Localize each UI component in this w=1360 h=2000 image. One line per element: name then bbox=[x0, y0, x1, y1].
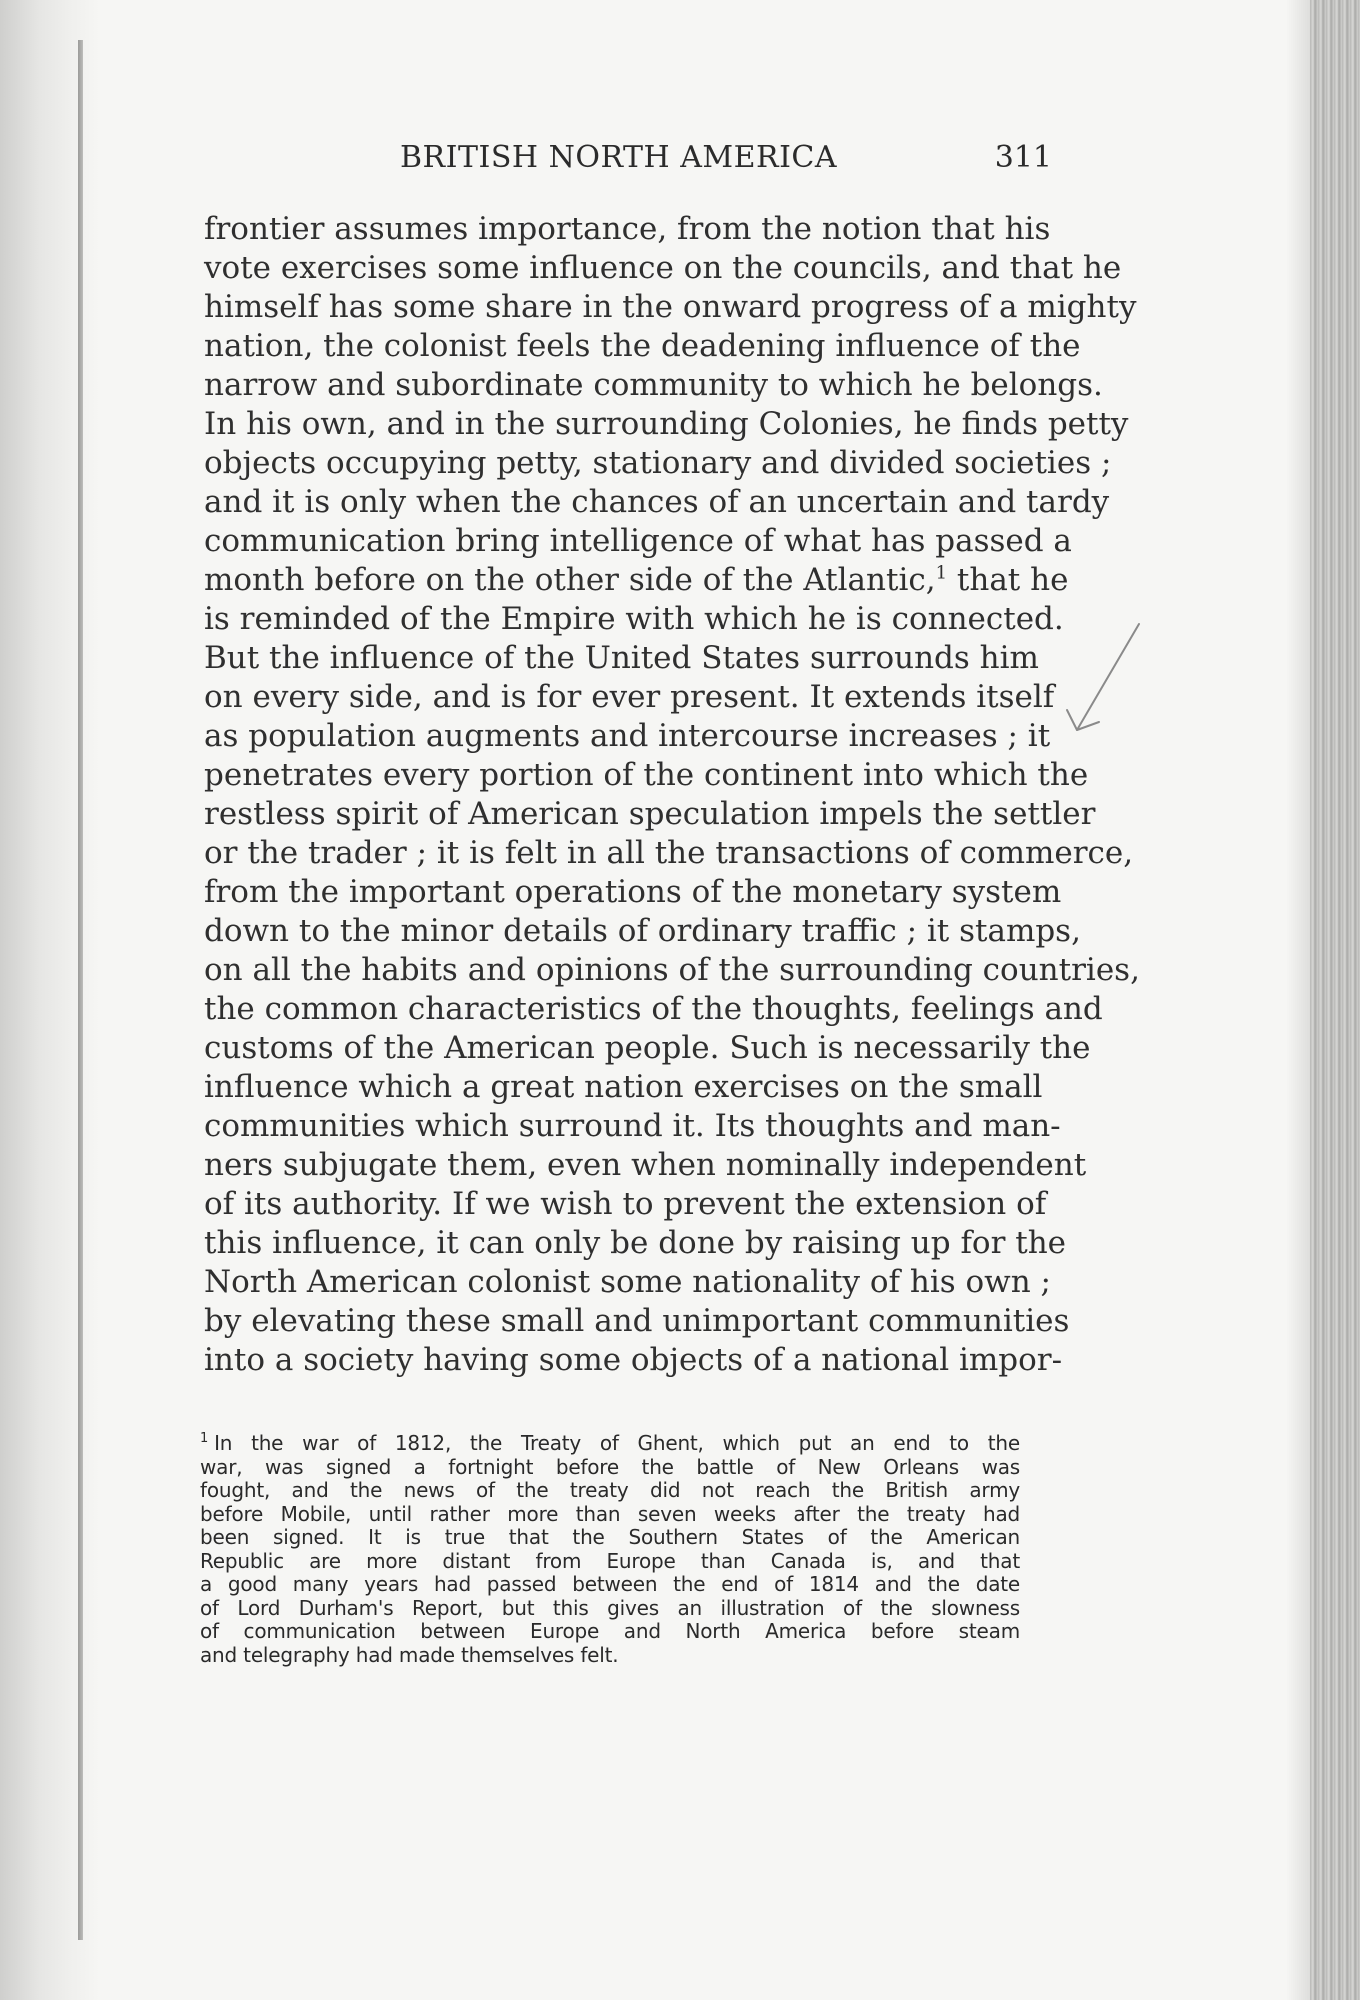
body-line: into a society having some objects of a national impor- bbox=[204, 1342, 1063, 1378]
footnote-marker: 1 bbox=[200, 1431, 209, 1447]
page-header bbox=[200, 140, 1052, 190]
footnote-line bbox=[200, 1432, 1020, 1456]
footnote-line: of communication between Europe and North America before steam bbox=[200, 1619, 1020, 1643]
body-line: ners subjugate them, even when nominally independent bbox=[204, 1147, 1087, 1183]
body-line: of its authority. If we wish to prevent the extension of bbox=[204, 1186, 1047, 1222]
footnote-ref[interactable]: 1 bbox=[935, 562, 948, 584]
footnote-line: Republic are more distant from Europe than Canada is, and that bbox=[200, 1548, 1020, 1573]
running-title: BRITISH NORTH AMERICA bbox=[400, 140, 838, 175]
footnote-line-text: In the war of 1812, the Treaty of Ghent, which put an end to the bbox=[214, 1431, 1020, 1455]
body-line: from the important operations of the monetary system bbox=[204, 874, 1062, 910]
footnote-line: before Mobile, until rather more than seven weeks after the treaty had bbox=[200, 1501, 1020, 1526]
body-line: restless spirit of American speculation impels the settler bbox=[204, 796, 1096, 832]
footnote-line: fought, and the news of the treaty did not reach the British army bbox=[200, 1478, 1020, 1502]
body-line: nation, the colonist feels the deadening influence of the bbox=[204, 328, 1081, 364]
body-line: and it is only when the chances of an uncertain and tardy bbox=[204, 484, 1110, 520]
body-line: or the trader ; it is felt in all the transactions of commerce, bbox=[204, 835, 1134, 871]
body-line: this influence, it can only be done by raising up for the bbox=[204, 1225, 1067, 1261]
body-line-with-footnote-ref bbox=[204, 561, 1069, 600]
body-line: But the influence of the United States surrounds him bbox=[204, 640, 1039, 676]
body-line: North American colonist some nationality of his own ; bbox=[204, 1264, 1051, 1300]
body-line: communication bring intelligence of what has passed a bbox=[204, 523, 1072, 559]
body-text bbox=[204, 210, 1140, 1380]
body-line: is reminded of the Empire with which he is connected. bbox=[204, 601, 1064, 637]
scan-left-shadow bbox=[0, 0, 100, 2000]
body-line: In his own, and in the surrounding Colonies, he finds petty bbox=[204, 406, 1129, 442]
footnote-line: been signed. It is true that the Southern States of the American bbox=[200, 1525, 1020, 1549]
scan-page-edges bbox=[1310, 0, 1360, 2000]
body-line: by elevating these small and unimportant communities bbox=[204, 1303, 1070, 1339]
body-line: customs of the American people. Such is necessarily the bbox=[204, 1030, 1091, 1066]
body-line: penetrates every portion of the continent into which the bbox=[204, 757, 1089, 793]
body-line: communities which surround it. Its thoughts and man- bbox=[204, 1108, 1061, 1144]
body-line: down to the minor details of ordinary traffic ; it stamps, bbox=[204, 913, 1081, 949]
body-line: on all the habits and opinions of the surrounding countries, bbox=[204, 952, 1140, 988]
body-line: on every side, and is for ever present. It extends itself bbox=[204, 679, 1055, 715]
body-line: narrow and subordinate community to which he belongs. bbox=[204, 367, 1103, 403]
footnote-line: and telegraphy had made themselves felt. bbox=[200, 1642, 619, 1667]
body-line: as population augments and intercourse increases ; it bbox=[204, 718, 1051, 754]
body-line: vote exercises some influence on the councils, and that he bbox=[204, 250, 1122, 286]
footnote bbox=[200, 1432, 1020, 1667]
body-line: the common characteristics of the thoughts, feelings and bbox=[204, 991, 1103, 1027]
body-line: himself has some share in the onward progress of a mighty bbox=[204, 289, 1137, 325]
body-line-text: month before on the other side of the Atlantic, bbox=[204, 562, 936, 598]
footnote-line: a good many years had passed between the end of 1814 and the date bbox=[200, 1572, 1020, 1596]
body-line: frontier assumes importance, from the notion that his bbox=[204, 211, 1051, 247]
scan-right-shadow bbox=[1286, 0, 1310, 2000]
page-number: 311 bbox=[994, 140, 1052, 175]
scan-binding-edge bbox=[78, 40, 83, 1940]
body-line-text: that he bbox=[947, 562, 1069, 598]
footnote-line: war, was signed a fortnight before the battle of New Orleans was bbox=[200, 1454, 1020, 1479]
pencil-arrow-icon bbox=[1055, 612, 1165, 742]
footnote-line: of Lord Durham's Report, but this gives an illustration of the slowness bbox=[200, 1595, 1020, 1620]
body-line: influence which a great nation exercises on the small bbox=[204, 1069, 1043, 1105]
body-line: objects occupying petty, stationary and divided societies ; bbox=[204, 445, 1112, 481]
